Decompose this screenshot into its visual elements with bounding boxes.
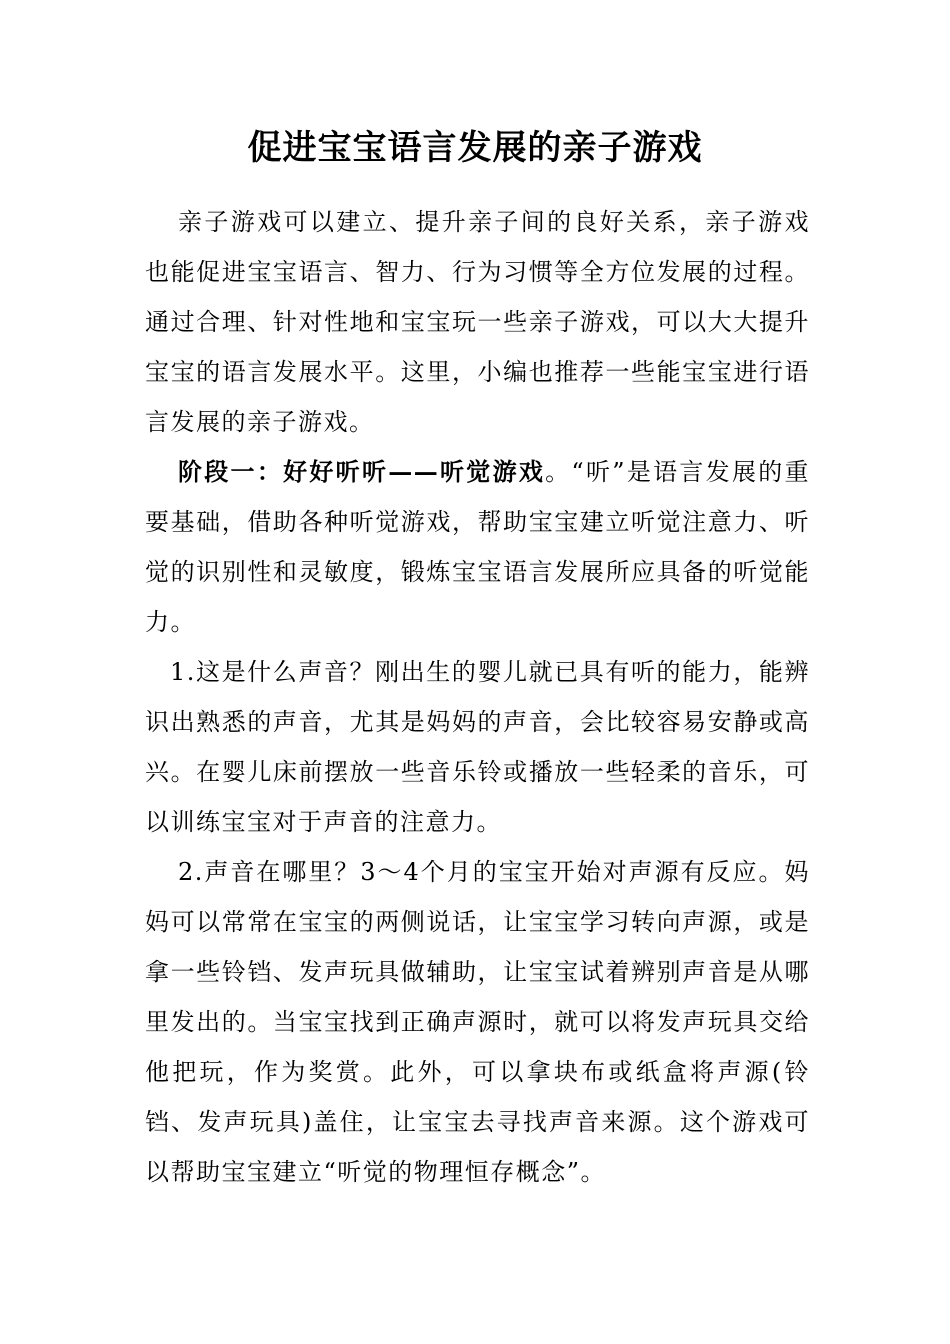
stage-one-paragraph <box>145 447 810 647</box>
intro-paragraph <box>145 197 810 447</box>
intro-paragraph-text: 亲子游戏可以建立、提升亲子间的良好关系，亲子游戏也能促进宝宝语言、智力、行为习惯等全方位发展的过程。通过合理、针对性地和宝宝玩一些亲子游戏，可以大大提升宝宝的语言发展水平。这里，小编也推荐一些能宝宝进行语言发展的亲子游戏。 <box>145 208 810 436</box>
game-two-text: 2.声音在哪里？3～4个月的宝宝开始对声源有反应。妈妈可以常常在宝宝的两侧说话，让宝宝学习转向声源，或是拿一些铃铛、发声玩具做辅助，让宝宝试着辨别声音是从哪里发出的。当宝宝找到正确声源时，就可以将发声玩具交给他把玩，作为奖赏。此外，可以拿块布或纸盒将声源(铃铛、发声玩具)盖住，让宝宝去寻找声音来源。这个游戏可以帮助宝宝建立“听觉的物理恒存概念”。 <box>145 858 810 1186</box>
game-two-paragraph <box>145 847 810 1197</box>
stage-one-heading: 阶段一：好好听听——听觉游戏 <box>178 457 546 486</box>
stage-one-text: 。“听”是语言发展的重要基础，借助各种听觉游戏，帮助宝宝建立听觉注意力、听觉的识别性和灵敏度，锻炼宝宝语言发展所应具备的听觉能力。 <box>145 458 811 636</box>
game-one-text: 1.这是什么声音？刚出生的婴儿就已具有听的能力，能辨识出熟悉的声音，尤其是妈妈的声音，会比较容易安静或高兴。在婴儿床前摆放一些音乐铃或播放一些轻柔的音乐，可以训练宝宝对于声音的注意力。 <box>145 658 810 836</box>
document-body <box>145 197 810 1197</box>
game-one-paragraph <box>145 647 810 847</box>
page-title: 促进宝宝语言发展的亲子游戏 <box>247 128 703 168</box>
